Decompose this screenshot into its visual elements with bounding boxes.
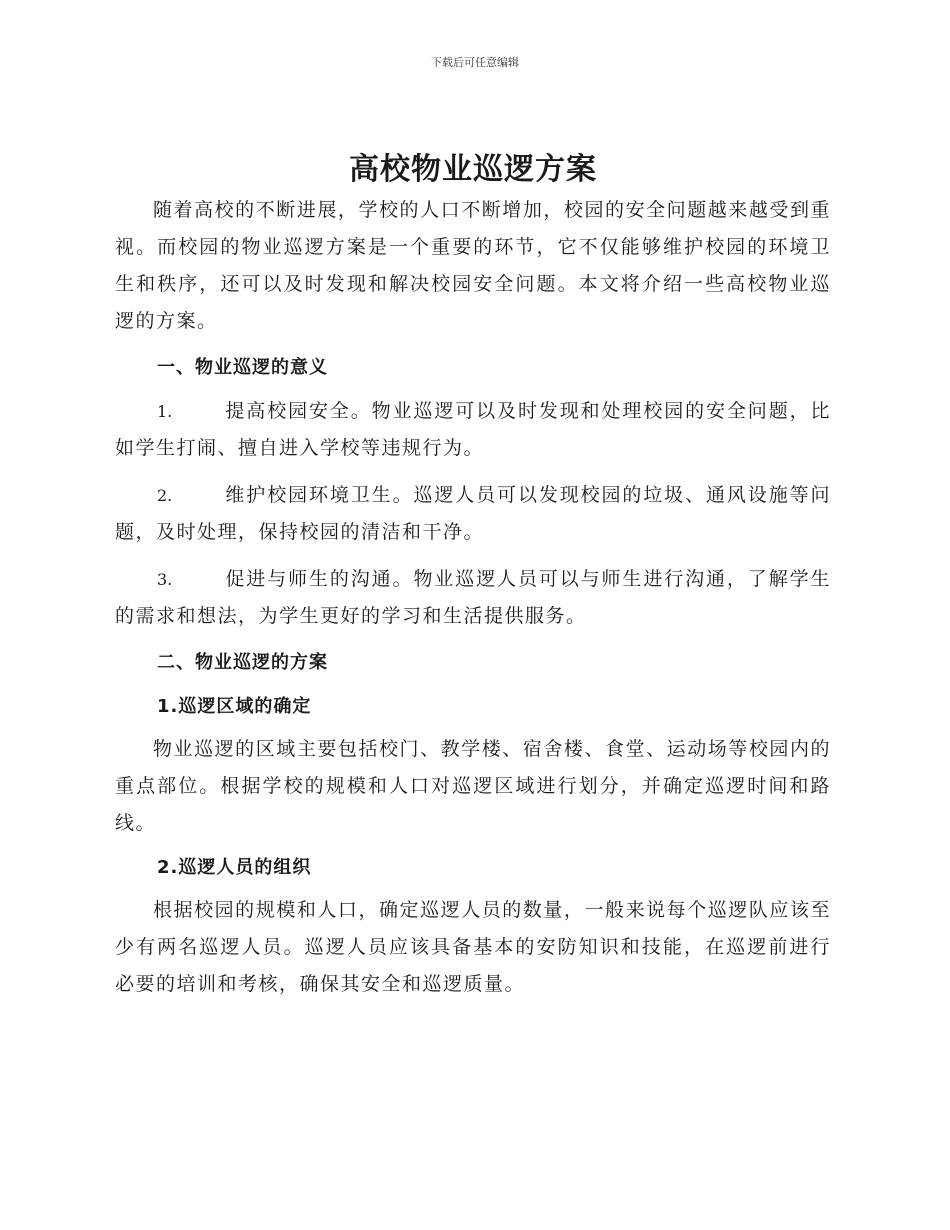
subsection1-paragraph: 物业巡逻的区域主要包括校门、教学楼、宿舍楼、食堂、运动场等校园内的重点部位。根据学校的规模和人口对巡逻区域进行划分，并确定巡逻时间和路线。	[115, 738, 831, 834]
subsection1-heading: 1.巡逻区域的确定	[157, 696, 312, 717]
subsection2-heading: 2.巡逻人员的组织	[157, 857, 312, 878]
list-item-1	[115, 393, 831, 467]
list-number: 2.	[157, 486, 173, 505]
document-title: 高校物业巡逻方案	[349, 152, 597, 187]
list-item-3	[115, 561, 831, 635]
list-item-text: 维护校园环境卫生。巡逻人员可以发现校园的垃圾、通风设施等问题，及时处理，保持校园的清洁和干净。	[115, 484, 831, 543]
header-note: 下载后可任意编辑	[431, 56, 519, 69]
section2-heading: 二、物业巡逻的方案	[157, 652, 328, 673]
subsection2-paragraph: 根据校园的规模和人口，确定巡逻人员的数量，一般来说每个巡逻队应该至少有两名巡逻人员。巡逻人员应该具备基本的安防知识和技能，在巡逻前进行必要的培训和考核，确保其安全和巡逻质量。	[115, 899, 831, 995]
document-body	[115, 148, 831, 1003]
section1-heading: 一、物业巡逻的意义	[157, 357, 328, 378]
list-item-text: 提高校园安全。物业巡逻可以及时发现和处理校园的安全问题，比如学生打闹、擅自进入学校等违规行为。	[115, 400, 831, 459]
intro-paragraph: 随着高校的不断进展，学校的人口不断增加，校园的安全问题越来越受到重视。而校园的物业巡逻方案是一个重要的环节，它不仅能够维护校园的环境卫生和秩序，还可以及时发现和解决校园安全问题。本文将介绍一些高校物业巡逻的方案。	[115, 199, 831, 332]
list-number: 1.	[157, 402, 173, 421]
list-item-text: 促进与师生的沟通。物业巡逻人员可以与师生进行沟通，了解学生的需求和想法，为学生更好的学习和生活提供服务。	[115, 568, 831, 627]
list-item-2	[115, 477, 831, 551]
list-number: 3.	[157, 570, 173, 589]
